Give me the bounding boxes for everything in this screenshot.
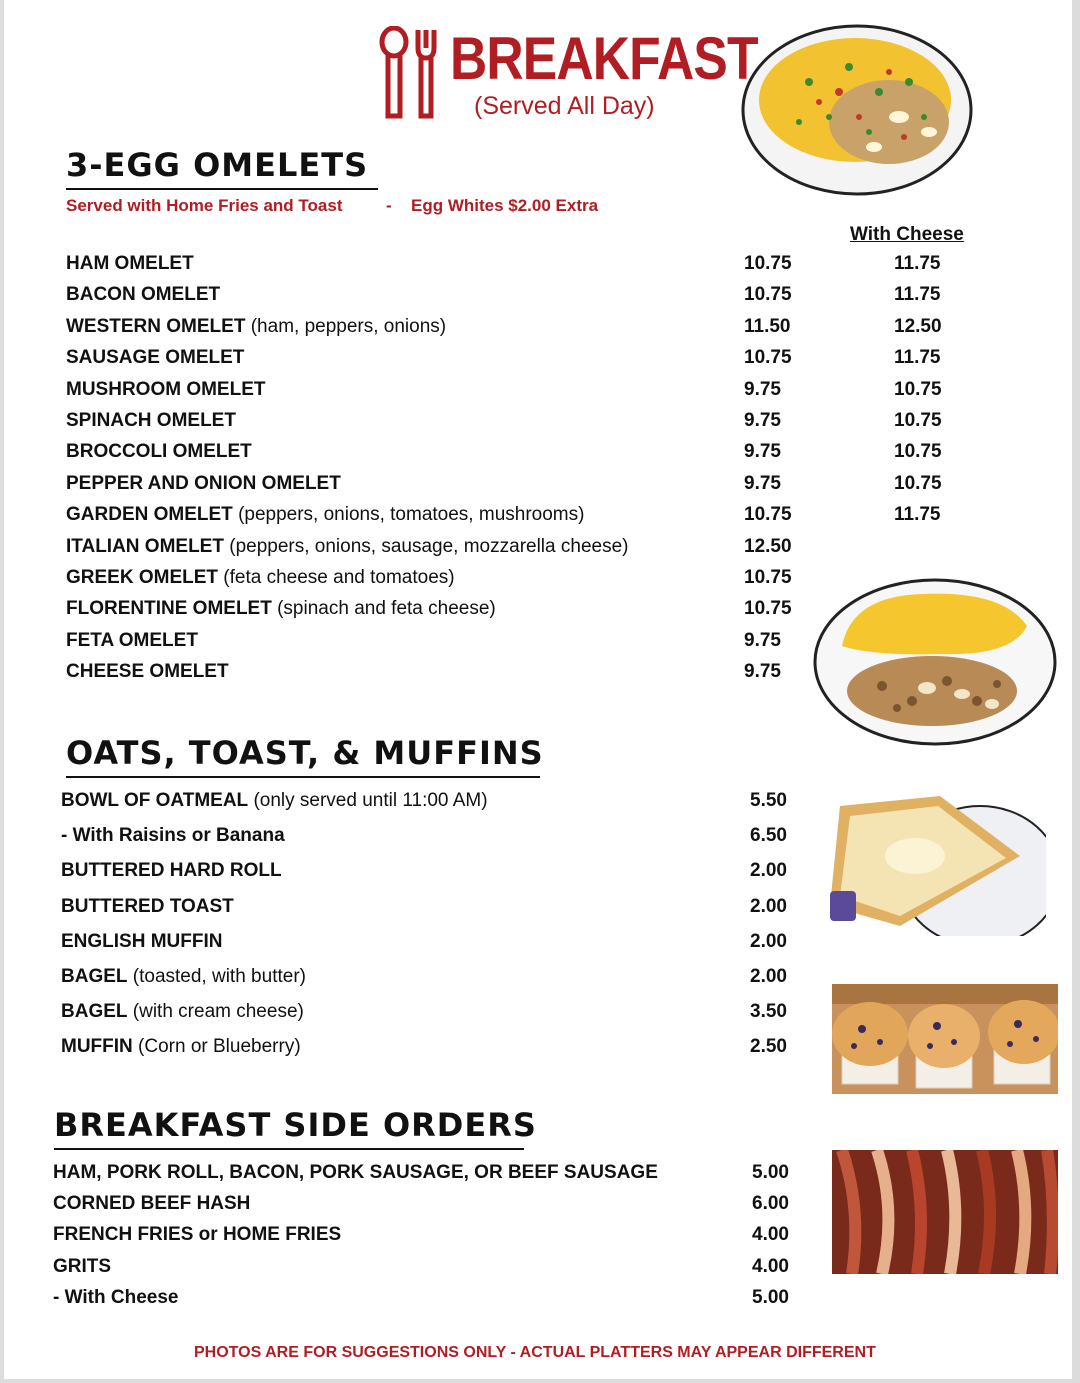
omelet-row xyxy=(66,410,236,432)
side-order-row xyxy=(53,1256,111,1278)
omelet-platter-photo xyxy=(739,22,975,198)
item-name: ITALIAN OMELET xyxy=(66,535,224,557)
item-price: 10.75 xyxy=(744,567,792,588)
item-name: BAGEL xyxy=(61,966,128,987)
side-order-row xyxy=(53,1287,178,1309)
item-price: 9.75 xyxy=(744,441,781,463)
item-name: - With Cheese xyxy=(53,1286,179,1308)
item-description: (peppers, onions, sausage, mozzarella cheese) xyxy=(229,535,629,557)
item-price: 9.75 xyxy=(744,629,781,651)
item-price-with-cheese: 10.75 xyxy=(894,441,942,463)
item-price: 10.75 xyxy=(744,598,792,620)
item-price: 9.75 xyxy=(744,472,781,494)
toast-photo xyxy=(830,796,1046,936)
item-price: 10.75 xyxy=(744,347,792,369)
oats-row xyxy=(61,790,488,812)
side-order-row xyxy=(53,1162,658,1184)
item-name: HAM, PORK ROLL, BACON, PORK SAUSAGE, OR BEEF SAUSAGE xyxy=(53,1162,658,1183)
omelet-row xyxy=(66,567,455,589)
item-price: 2.00 xyxy=(750,895,787,917)
item-description: (Corn or Blueberry) xyxy=(138,1036,301,1058)
item-price: 2.50 xyxy=(750,1036,787,1058)
item-price-with-cheese: 12.50 xyxy=(894,315,942,337)
item-name: CORNED BEEF HASH xyxy=(53,1193,251,1215)
omelet-row xyxy=(66,473,341,495)
item-price-with-cheese: 11.75 xyxy=(894,347,941,369)
item-price-with-cheese: 10.75 xyxy=(894,410,942,431)
item-name: WESTERN OMELET xyxy=(66,315,246,337)
side-order-row xyxy=(53,1224,341,1246)
item-name: SPINACH OMELET xyxy=(66,410,236,431)
omelet-row xyxy=(66,316,446,338)
omelet-row xyxy=(66,504,584,526)
item-price: 5.50 xyxy=(750,790,787,811)
item-price: 10.75 xyxy=(744,284,792,306)
item-name: SAUSAGE OMELET xyxy=(66,347,245,369)
item-description: (peppers, onions, tomatoes, mushrooms) xyxy=(238,504,585,526)
item-price: 12.50 xyxy=(744,535,792,557)
item-price-with-cheese: 10.75 xyxy=(894,472,942,494)
item-name: MUFFIN xyxy=(61,1036,133,1058)
omelet-row xyxy=(66,347,244,369)
item-name: BACON OMELET xyxy=(66,284,221,306)
sides-heading: BREAKFAST SIDE ORDERS xyxy=(54,1106,524,1150)
oats-heading: OATS, TOAST, & MUFFINS xyxy=(66,734,540,778)
item-price: 5.00 xyxy=(752,1162,789,1183)
omelet-row xyxy=(66,536,628,558)
item-name: GRITS xyxy=(53,1255,112,1277)
muffins-photo xyxy=(832,984,1058,1094)
omelet-row xyxy=(66,379,266,401)
menu-page xyxy=(4,0,1072,1379)
item-price-with-cheese: 11.75 xyxy=(894,284,941,306)
item-price: 9.75 xyxy=(744,661,781,683)
item-name: BROCCOLI OMELET xyxy=(66,441,252,463)
omelet-row xyxy=(66,284,220,306)
item-name: HAM OMELET xyxy=(66,253,194,274)
side-order-row xyxy=(53,1193,250,1215)
omelets-note-egg-whites: Egg Whites $2.00 Extra xyxy=(411,196,599,215)
item-price-with-cheese: 11.75 xyxy=(894,253,941,274)
oats-row xyxy=(61,860,282,882)
page-subtitle: (Served All Day) xyxy=(474,92,655,120)
omelets-note-separator: - xyxy=(386,196,392,215)
bacon-photo xyxy=(832,1150,1058,1274)
omelets-note-sides: Served with Home Fries and Toast xyxy=(66,196,343,215)
with-cheese-column-header: With Cheese xyxy=(850,224,964,245)
omelet-home-fries-photo xyxy=(812,576,1058,748)
oats-row xyxy=(61,1001,304,1023)
item-name: BUTTERED HARD ROLL xyxy=(61,860,282,882)
item-price: 6.50 xyxy=(750,825,787,847)
item-name: GARDEN OMELET xyxy=(66,504,233,526)
item-price: 11.50 xyxy=(744,315,791,337)
item-name: FETA OMELET xyxy=(66,629,198,651)
item-name: MUSHROOM OMELET xyxy=(66,378,266,400)
item-price: 9.75 xyxy=(744,410,781,431)
item-price: 4.00 xyxy=(752,1255,789,1277)
item-price: 2.00 xyxy=(750,966,787,987)
item-price: 10.75 xyxy=(744,253,792,274)
oats-row xyxy=(61,931,223,953)
item-name: - With Raisins or Banana xyxy=(61,825,285,847)
item-name: GREEK OMELET xyxy=(66,567,219,588)
oats-row xyxy=(61,966,306,988)
item-description: (only served until 11:00 AM) xyxy=(253,790,488,811)
oats-row xyxy=(61,1036,301,1058)
item-price: 2.00 xyxy=(750,860,787,882)
item-price: 6.00 xyxy=(752,1193,789,1215)
item-name: FRENCH FRIES or HOME FRIES xyxy=(53,1224,342,1246)
photos-disclaimer: PHOTOS ARE FOR SUGGESTIONS ONLY - ACTUAL PLATTERS MAY APPEAR DIFFERENT xyxy=(194,1344,876,1361)
item-price: 5.00 xyxy=(752,1286,789,1308)
item-name: CHEESE OMELET xyxy=(66,661,229,683)
omelets-heading: 3-EGG OMELETS xyxy=(66,146,378,190)
omelet-row xyxy=(66,441,252,463)
omelet-row xyxy=(66,661,229,683)
item-description: (ham, peppers, onions) xyxy=(250,315,447,337)
item-price: 10.75 xyxy=(744,504,792,526)
item-description: (toasted, with butter) xyxy=(132,966,306,987)
item-name: ENGLISH MUFFIN xyxy=(61,930,223,952)
item-price: 4.00 xyxy=(752,1224,789,1246)
omelet-row xyxy=(66,598,496,620)
item-price: 2.00 xyxy=(750,930,787,952)
item-name: PEPPER AND ONION OMELET xyxy=(66,472,341,494)
item-name: FLORENTINE OMELET xyxy=(66,598,272,620)
item-name: BAGEL xyxy=(61,1001,128,1023)
omelet-row xyxy=(66,630,198,652)
page-title: BREAKFAST xyxy=(450,25,758,92)
item-name: BUTTERED TOAST xyxy=(61,895,234,917)
item-description: (spinach and feta cheese) xyxy=(277,598,496,620)
item-name: BOWL OF OATMEAL xyxy=(61,790,249,811)
item-price-with-cheese: 10.75 xyxy=(894,378,942,400)
oats-row xyxy=(61,825,285,847)
item-description: (feta cheese and tomatoes) xyxy=(223,567,455,588)
item-price-with-cheese: 11.75 xyxy=(894,504,941,526)
item-description: (with cream cheese) xyxy=(132,1001,304,1023)
fork-knife-icon xyxy=(374,26,446,122)
item-price: 9.75 xyxy=(744,378,781,400)
omelet-row xyxy=(66,253,194,275)
item-price: 3.50 xyxy=(750,1001,787,1023)
oats-row xyxy=(61,896,234,918)
